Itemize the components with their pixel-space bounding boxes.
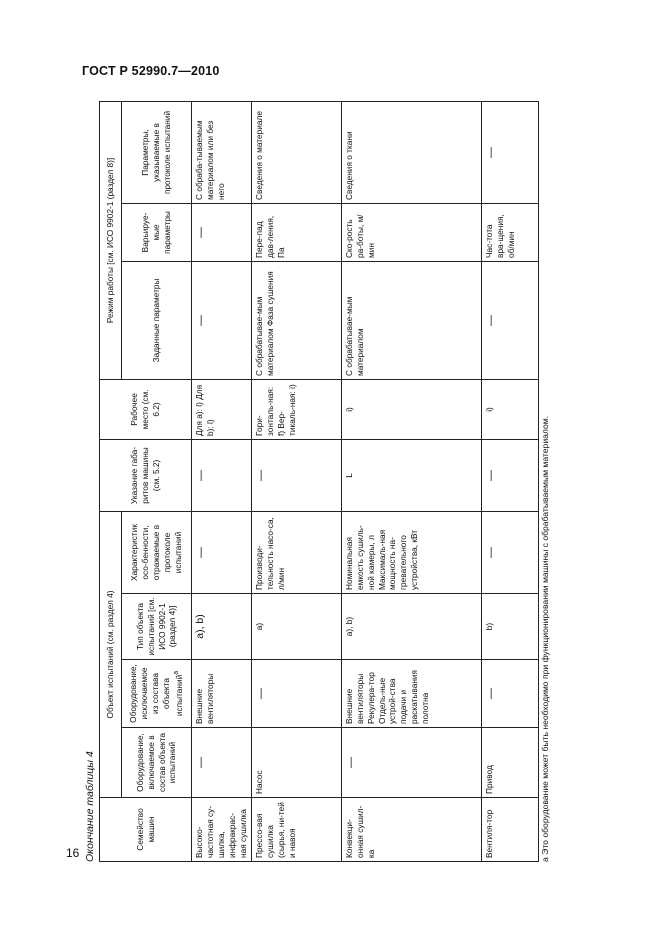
cell-family: Высоко-частотная су-шилка, инфракрас-ная сушилка (192, 798, 252, 862)
document-header-title: ГОСТ Р 52990.7—2010 (82, 64, 220, 78)
table-footnote: a Это оборудование может быть необходимо при функционировании машины с обрабатываемым материалом. (540, 415, 550, 862)
table-row (251, 101, 341, 861)
cell-characteristic: — (481, 511, 538, 593)
cell-family: Прессо-вая сушилка (сырья, ни-тей и навоя (251, 798, 341, 862)
header-mode: Режим работы [см. ИСО 9902-1 (раздел 8)] (100, 101, 122, 379)
cell-workplace: Гори-зонталь-ная: f) Вер-тикаль-ная: i) (251, 379, 341, 439)
cell-workplace: i) (481, 379, 538, 439)
table-caption: Окончание таблицы 4 (84, 751, 96, 862)
cell-set-params: — (192, 261, 252, 379)
cell-included: Привод (481, 728, 538, 798)
cell-protocol-params: — (481, 101, 538, 203)
header-characteristic: Характеристик осо-бенности, отражаемые в протоколе испытаний (122, 511, 192, 593)
table-row (481, 101, 538, 861)
cell-object-type: a), b) (341, 594, 481, 660)
table-row (192, 101, 252, 861)
header-family: Семейство машин (100, 798, 192, 862)
cell-set-params: С обрабатывае-мым материалом Фаза сушения (251, 261, 341, 379)
header-test-object: Объект испытаний (см. раздел 4) (100, 511, 122, 797)
cell-object-type: b) (481, 594, 538, 660)
header-excluded (122, 660, 192, 728)
cell-excluded: — (251, 660, 341, 728)
cell-included: — (192, 728, 252, 798)
cell-dimensions: — (192, 439, 252, 511)
cell-included: — (341, 728, 481, 798)
header-dimensions: Указание габа-ритов машины (см. 5.2) (100, 439, 192, 511)
footnote-marker: a (173, 670, 181, 675)
cell-object-type: a), b) (192, 594, 252, 660)
cell-included: Насос (251, 728, 341, 798)
table-row (341, 101, 481, 861)
cell-characteristic: — (192, 511, 252, 593)
header-protocol-params: Параметры, указываемые в протоколе испытаний (122, 101, 192, 203)
cell-excluded: — (481, 660, 538, 728)
cell-family: Конвекци-онная сушил-ка (341, 798, 481, 862)
cell-set-params: С обрабатывае-мым материалом (341, 261, 481, 379)
header-excluded-text: Оборудование, исключаемое из состава объекта испытаний (128, 664, 184, 723)
table-4 (99, 101, 539, 862)
cell-characteristic: Номинальная емкость сушиль-ной камеры, л Максималь-ная мощность на-гревательного устройства, кВт (341, 511, 481, 593)
cell-workplace: i) (341, 379, 481, 439)
header-var-params: Варьируе-мые параметры (122, 203, 192, 261)
cell-protocol-params: Сведения о ткани (341, 101, 481, 203)
cell-excluded: Внешние вентиляторы (192, 660, 252, 728)
page-number: 16 (66, 846, 80, 860)
cell-characteristic: Производи-тельность насо-са, л/мин (251, 511, 341, 593)
cell-var-params: Ско-рость ра-боты, м/мин (341, 203, 481, 261)
cell-dimensions: — (481, 439, 538, 511)
cell-protocol-params: Сведения о материале (251, 101, 341, 203)
rotated-table-region (84, 102, 574, 862)
cell-dimensions: — (251, 439, 341, 511)
cell-dimensions: L (341, 439, 481, 511)
cell-protocol-params: С обраба-тываемым материалом или без него (192, 101, 252, 203)
header-object-type: Тип объекта испытаний [см. ИСО 9902-1 (раздел 4)] (122, 594, 192, 660)
cell-excluded: Внешние вентиляторы Рекулера-тор Отдель-ные устрой-ства подачи и раскатывания полотна (341, 660, 481, 728)
header-set-params: Заданные параметры (122, 261, 192, 379)
cell-var-params: Пере-пад дав-ления, Па (251, 203, 341, 261)
cell-set-params: — (481, 261, 538, 379)
cell-var-params: Час-тота вра-щения, об/мин (481, 203, 538, 261)
cell-var-params: — (192, 203, 252, 261)
cell-family: Вентиля-тор (481, 798, 538, 862)
cell-workplace: Для a): l) Для b): l) (192, 379, 252, 439)
header-included: Оборудование, включаемое в состав объекта испытаний (122, 728, 192, 798)
header-workplace: Рабочее место (см. 6.2) (100, 379, 192, 439)
cell-object-type: a) (251, 594, 341, 660)
